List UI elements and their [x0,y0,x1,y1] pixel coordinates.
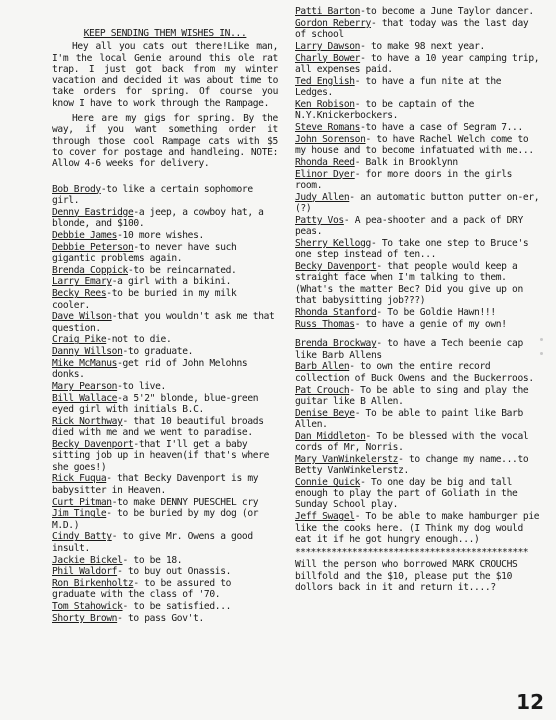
wisher-name: Debbie Peterson [52,241,134,253]
wish-text: - that people would keep a straight face when I'm talking to them.(What's the matter Bec? Did you give up on that babysitting job???) [295,261,523,306]
wish-list-left [52,184,278,625]
wisher-name: Cindy Batty [52,531,112,543]
wish-entry [52,473,278,496]
intro-paragraph: Hey all you cats out there!Like man, I'm the local Genie around this ole rat trap. I just got back from my winter vacation and decided it was about time to take orders for spring. Of course you know I have to work through the Rampage. [52,41,278,109]
wish-text: - to be 18. [122,554,183,566]
closing-note: Will the person who borrowed MARK CROUCHS billfold and the $10, please put the $10 dollors back in it and return it....? [295,559,518,594]
wisher-name: Ken Robison [295,98,355,110]
wish-entry [295,6,540,17]
wisher-name: Denny Eastridge [52,206,134,218]
wisher-name: Gordon Reberry [295,17,371,29]
wish-text: - To be Goldie Hawn!!! [376,306,496,318]
wisher-name: Becky Davenport [295,261,377,273]
wisher-name: Larry Emary [52,276,112,288]
intro-paragraph: Here are my gigs for spring. By the way, if you want something order it through those cool Rampage cats with $5 to cover for postage and handleing. NOTE: Allow 4-6 weeks for delivery. [52,113,278,170]
wish-entry [52,531,278,554]
wish-text: -to never have such gigantic problems again. [52,241,237,264]
wish-entry [52,613,278,624]
wisher-name: Danny Willson [52,346,123,358]
wish-entry [52,508,278,531]
wish-entry [295,408,540,431]
wish-text: - to have Rachel Welch come to my house and to become infatuated with me... [295,133,534,157]
wisher-name: Connie Quick [295,476,361,488]
wisher-name: Brenda Coppick [52,264,128,276]
wish-text: -a 5'2" blonde, blue-green eyed girl with initials B.C. [52,392,259,416]
wisher-name: Rick Fuqua [52,473,107,485]
wish-text: - to give Mr. Owens a good insult. [52,531,253,554]
wish-text: - to own the entire record collection of Buck Owens and the Buckerroos. [295,361,534,384]
wish-entry [295,238,540,261]
wish-entry [295,319,540,330]
wish-text: -to live. [117,381,166,393]
page-number: 12 [516,690,544,714]
wish-entry [295,385,540,408]
wish-entry [52,288,278,311]
wisher-name: Patti Barton [295,6,361,17]
wish-entry [295,454,540,477]
wish-text: -a girl with a bikini. [111,276,232,288]
wish-text: -10 more wishes. [117,229,204,241]
wish-entry [295,307,540,318]
wish-entry [295,99,540,122]
wisher-name: Bill Wallace [52,392,118,404]
wish-text: - to change my name...to Betty VanWinkelerstz. [295,453,529,477]
wisher-name: Shorty Brown [52,613,118,625]
wisher-name: Elinor Dyer [295,168,355,180]
wish-text: - To be able to sing and play the guitar like B Allen. [295,384,529,407]
wisher-name: Barb Allen [295,361,350,373]
wish-entry [295,76,540,99]
wish-text: -to like a certain sophomore girl. [52,183,253,206]
wish-entry [52,242,278,265]
wish-text: - to pass Gov't. [117,613,204,625]
wisher-name: Jeff Swagel [295,511,355,523]
wish-text: - to be buried by my dog (or M.D.) [52,508,259,531]
wish-text: - to make 98 next year. [360,40,485,52]
wish-entry [52,230,278,241]
wish-entry [52,578,278,601]
wisher-name: Becky Davenport [52,439,134,451]
wish-entry [295,192,540,215]
wish-entry [295,431,540,454]
wisher-name: Jim Tingle [52,508,107,520]
wish-text: -to have a case of Segram 7... [360,121,523,133]
wisher-name: Mike McManus [52,358,118,370]
wish-entry [52,555,278,566]
wish-text: -to graduate. [122,346,194,358]
wish-entry [295,41,540,52]
wish-text: -to be buried in my milk cooler. [52,288,237,311]
wish-text: - an automatic button putter on-er, (?) [295,191,540,215]
wish-text: - that Becky Davenport is my babysitter in Heaven. [52,473,259,496]
wisher-name: Craig Pike [52,334,107,346]
wisher-name: Mary VanWinkelerstz [295,453,399,465]
wish-text: - for more doors in the girls room. [295,168,513,191]
wish-entry [52,393,278,416]
wish-text: - To one day be big and tall enough to play the part of Goliath in the Sunday School play. [295,476,518,511]
wish-text: - A pea-shooter and a pack of DRY peas. [295,214,523,238]
wish-entry [52,184,278,207]
wisher-name: Steve Romans [295,121,361,133]
wish-entry [52,265,278,276]
left-column [52,6,278,625]
wisher-name: Phil Waldorf [52,566,118,578]
wish-entry [52,416,278,439]
wish-text: - to buy out Onassis. [117,566,232,578]
right-column [295,6,540,594]
wish-text: - To be able to paint like Barb Allen. [295,407,523,430]
wish-entry [295,134,540,157]
wish-text: -get rid of John Melohns donks. [52,358,248,381]
wish-entry [295,215,540,238]
wish-entry [295,122,540,133]
wish-text: - to have a 10 year camping trip, all expenses paid. [295,52,540,75]
wish-entry [295,169,540,192]
wisher-name: Larry Dawson [295,40,361,52]
wish-entry [52,381,278,392]
wish-entry [52,358,278,381]
wish-entry [295,53,540,76]
wish-text: - To take one step to Bruce's one step instead of ten... [295,237,529,261]
wisher-name: Jackie Bickel [52,554,123,566]
wish-entry [295,157,540,168]
wish-entry [52,566,278,577]
wisher-name: Becky Rees [52,288,107,300]
wish-text: -not to die. [106,334,172,346]
wisher-name: Rick Northway [52,416,123,427]
wish-text: -a jeep, a cowboy hat, a blonde, and $100. [52,206,264,229]
wish-text: - To be able to make hamburger pie like the cooks here. (I Think my dog would eat it if he got hungry enough...) [295,511,540,545]
wish-entry [52,276,278,287]
wish-text: - Balk in Brooklynn [354,156,458,168]
wish-entry [52,346,278,357]
wisher-name: Sherry Kellogg [295,237,371,249]
wisher-name: Rhonda Stanford [295,306,377,318]
wish-entry [52,601,278,612]
wish-text: - to be captain of the N.Y.Knickerbockers. [295,98,475,122]
wisher-name: John Sorenson [295,133,366,145]
wish-entry [52,334,278,345]
wisher-name: Ted English [295,75,355,87]
margin-mark [540,338,543,341]
wisher-name: Dan Middleton [295,430,366,442]
wish-entry [52,439,278,473]
star-divider: ********************************************* [295,547,528,559]
wisher-name: Brenda Brockway [295,338,377,350]
wisher-name: Curt Pitman [52,496,112,508]
wisher-name: Charly Bower [295,52,361,64]
wish-entry [295,261,540,306]
section-title: KEEP SENDING THEM WISHES IN... [83,28,247,39]
wisher-name: Bob Brody [52,183,101,195]
wish-text: - to have a Tech beenie cap like Barb Allens [295,338,523,361]
wisher-name: Pat Crouch [295,384,350,396]
wisher-name: Judy Allen [295,191,350,203]
wish-entry [295,511,540,545]
margin-mark [540,352,543,355]
wish-text: -that you wouldn't ask me that question. [52,311,275,334]
wish-text: -to become a June Taylor dancer. [360,6,534,17]
wisher-name: Mary Pearson [52,381,118,393]
wish-text: -to make DENNY PUESCHEL cry [111,496,259,508]
wish-entry [295,338,540,361]
wisher-name: Russ Thomas [295,318,355,330]
wish-text: - to be satisfied... [122,601,232,613]
wish-text: - to have a fun nite at the Ledges. [295,75,502,99]
wish-text: -that I'll get a baby sitting job up in heaven(if that's where she goes!) [52,439,270,473]
wish-entry [52,311,278,334]
wisher-name: Patty Vos [295,214,344,226]
wish-entry [52,207,278,230]
wish-entry [52,497,278,508]
wisher-name: Denise Beye [295,407,355,419]
wish-entry [295,477,540,511]
wish-text: - To be blessed with the vocal cords of Mr, Norris. [295,430,529,453]
wisher-name: Ron Birkenholtz [52,578,134,590]
wish-entry [295,361,540,384]
wisher-name: Dave Wilson [52,311,112,323]
wish-text: - to have a genie of my own! [354,318,507,330]
wish-text: - to be assured to graduate with the class of '70. [52,578,232,601]
wish-entry [295,18,540,41]
wish-list-right [295,6,540,545]
wisher-name: Tom Stahowick [52,601,123,613]
wisher-name: Rhonda Reed [295,156,355,168]
wish-text: - that 10 beautiful broads died with me and we went to paradise. [52,416,264,439]
wisher-name: Debbie James [52,229,118,241]
wish-text: -to be reincarnated. [127,264,237,276]
wish-text: - that today was the last day of school [295,17,529,41]
